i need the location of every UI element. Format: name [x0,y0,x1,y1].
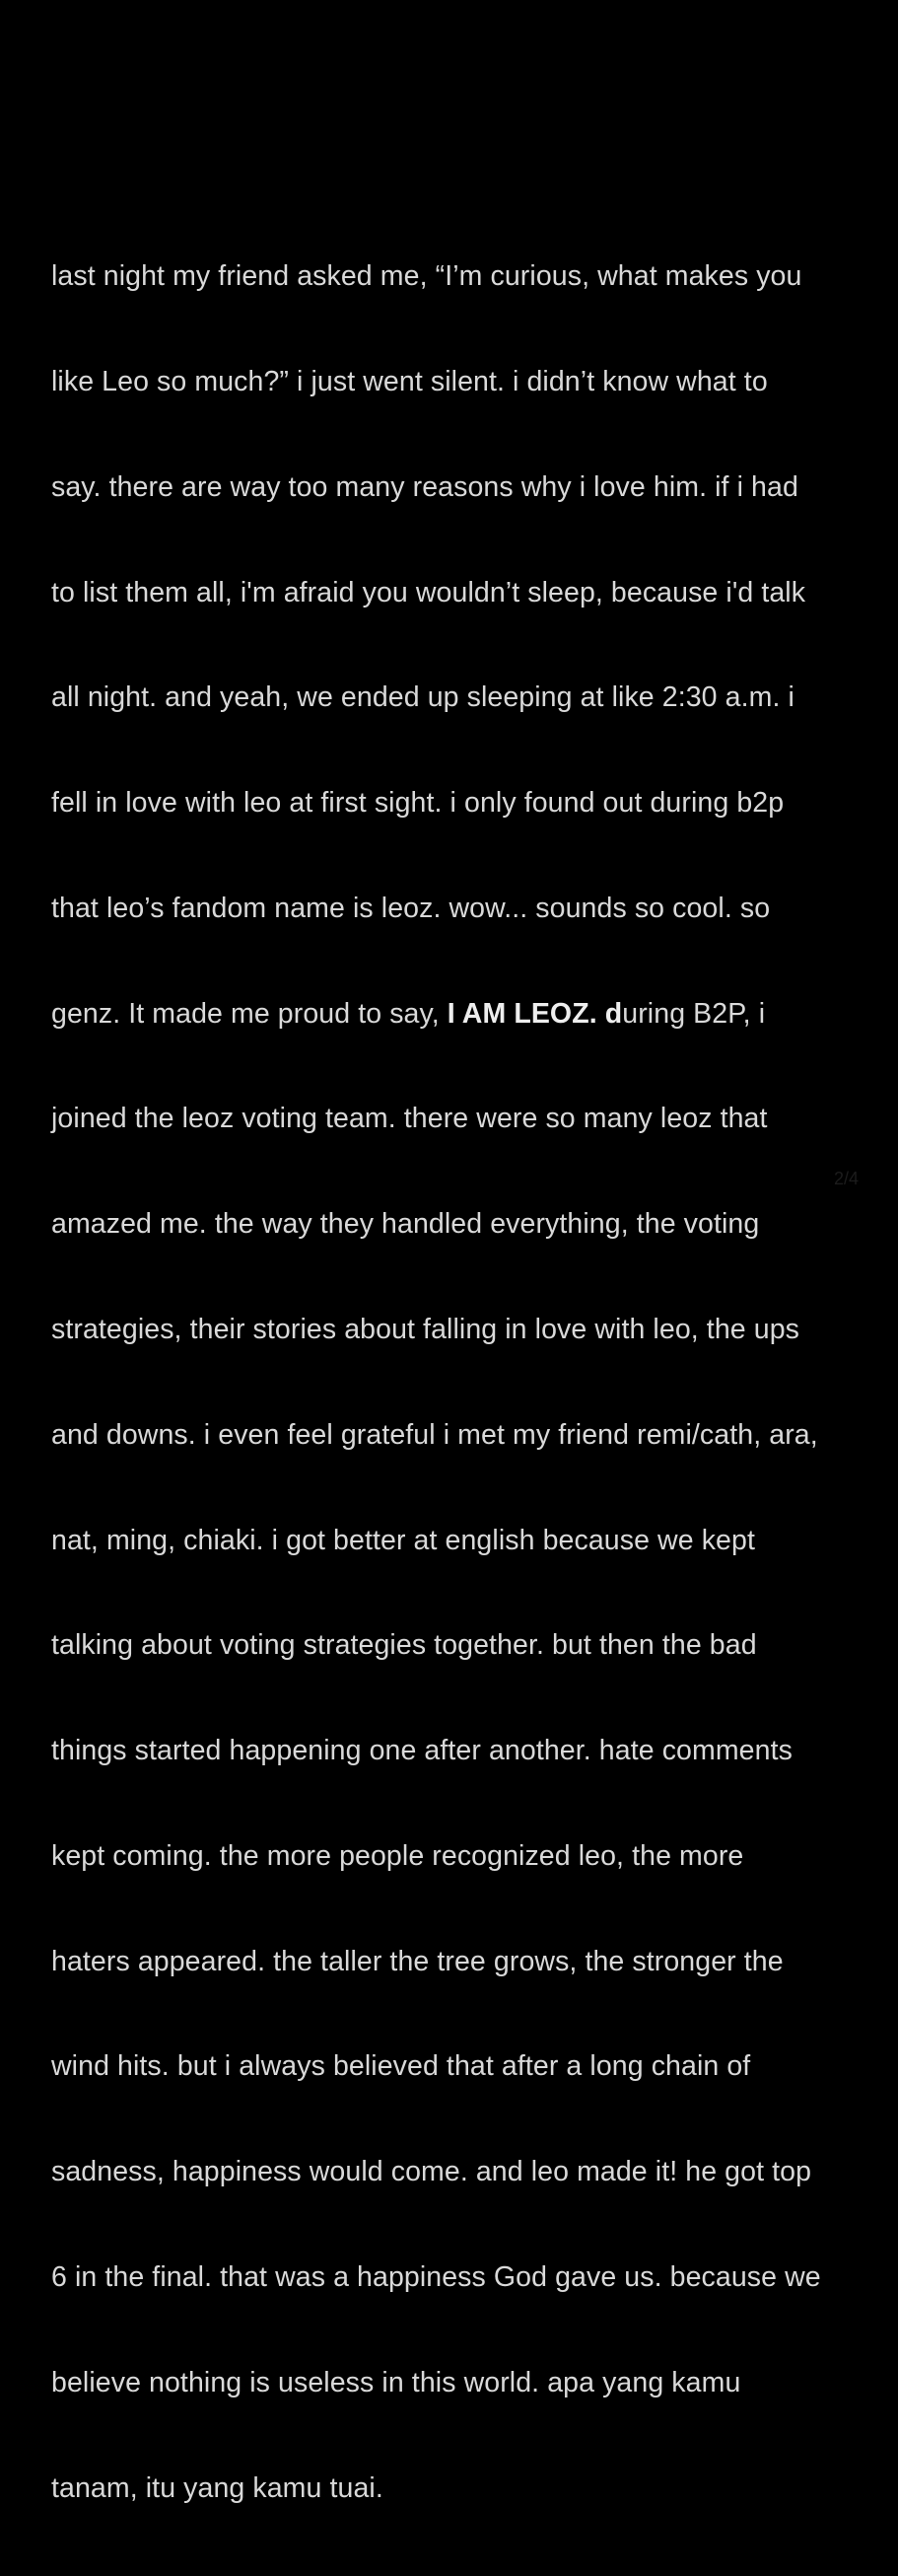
note-line: tanam, itu yang kamu tuai. [51,2471,383,2504]
note-line: believe nothing is useless in this world. apa yang kamu [51,2366,741,2398]
note-line: to list them all, i'm afraid you wouldn’t sleep, because i'd talk [51,576,806,608]
note-line: things started happening one after another. hate comments [51,1735,793,1767]
note-line: and downs. i even feel grateful i met my friend remi/cath, ara, [51,1418,818,1451]
note-line: last night my friend asked me, “I’m curious, what makes you [51,260,802,293]
note-line: that leo’s fandom name is leoz. wow... sounds so cool. so [51,892,771,924]
note-line-end: uring B2P, i [622,997,766,1030]
note-line: sadness, happiness would come. and leo made it! he got top [51,2156,812,2188]
note-line: joined the leoz voting team. there were so many leoz that [51,1103,768,1135]
note-line: amazed me. the way they handled everything, the voting [51,1208,760,1241]
note-line: like Leo so much?” i just went silent. i didn’t know what to [51,365,768,397]
note-line-start: genz. It made me proud to say, [51,997,440,1030]
note-line: all night. and yeah, we ended up sleeping at like 2:30 a.m. i [51,681,794,714]
note-line: nat, ming, chiaki. i got better at english because we kept [51,1524,755,1556]
note-line: talking about voting strategies together. but then the bad [51,1629,757,1662]
bold-phrase: I AM LEOZ. d [447,997,623,1030]
note-line: haters appeared. the taller the tree grows, the stronger the [51,1945,784,1977]
note-line: kept coming. the more people recognized leo, the more [51,1839,744,1872]
page-counter: 2/4 [833,1169,859,1188]
note-line: 6 in the final. that was a happiness God gave us. because we [51,2261,821,2294]
note-line: strategies, their stories about falling in love with leo, the ups [51,1314,799,1345]
note-text [51,189,860,2576]
note-line: fell in love with leo at first sight. i only found out during b2p [51,787,785,820]
note-line: wind hits. but i always believed that after a long chain of [51,2050,751,2083]
note-line: say. there are way too many reasons why i love him. if i had [51,470,798,503]
note-line-mixed [51,997,860,1033]
